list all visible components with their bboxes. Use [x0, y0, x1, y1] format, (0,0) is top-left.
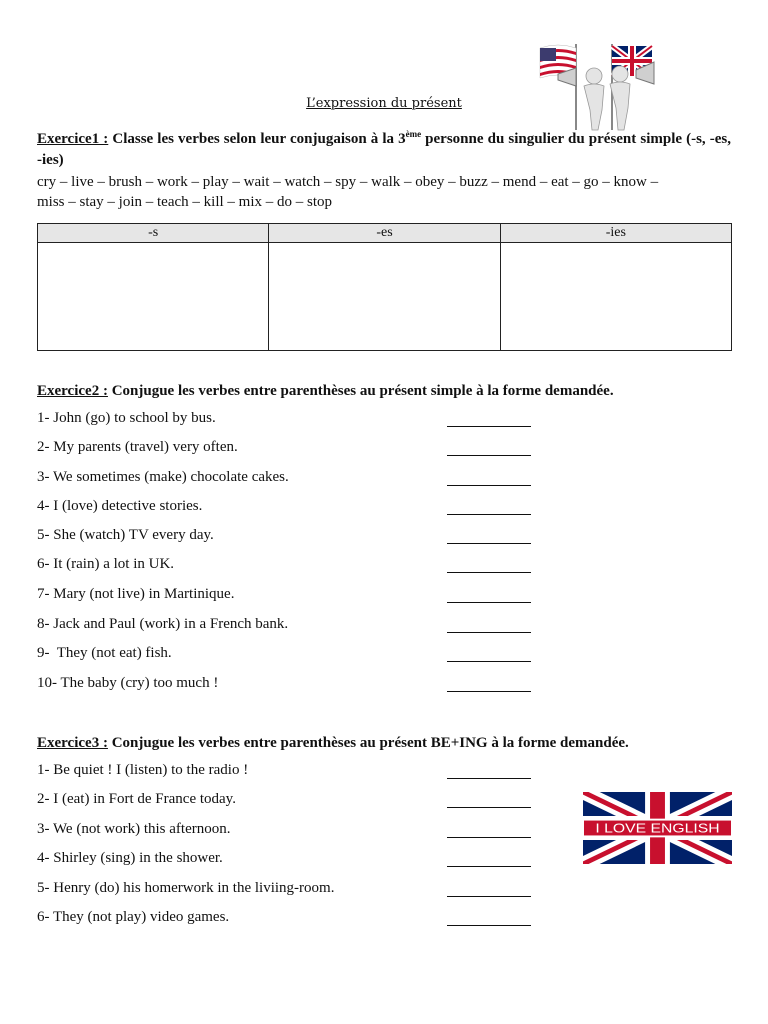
- answer-blank[interactable]: [447, 602, 531, 603]
- answer-blank[interactable]: [447, 896, 531, 897]
- exercise2-question: 3- We sometimes (make) chocolate cakes.: [37, 469, 289, 485]
- page-title: L’expression du présent: [306, 96, 462, 111]
- answer-blank[interactable]: [447, 632, 531, 633]
- exercise3-question: 4- Shirley (sing) in the shower.: [37, 850, 223, 866]
- answer-blank[interactable]: [447, 543, 531, 544]
- verb-list-line2: miss – stay – join – teach – kill – mix – do – stop: [37, 194, 332, 210]
- exercise1-label: Exercice1 :: [37, 131, 109, 147]
- exercise3-question: 2- I (eat) in Fort de France today.: [37, 791, 236, 807]
- exercise1-superscript: ème: [405, 129, 422, 139]
- exercise2-label: Exercice2 :: [37, 383, 108, 399]
- exercise2-question: 10- The baby (cry) too much !: [37, 675, 219, 691]
- exercise2-instruction: Conjugue les verbes entre parenthèses au présent simple à la forme demandée.: [107, 383, 614, 399]
- answer-cell-es[interactable]: [269, 243, 500, 351]
- exercise2-question: 9- They (not eat) fish.: [37, 645, 172, 661]
- us-flag-icon: [540, 44, 576, 130]
- exercise1-instruction: Classe les verbes selon leur conjugaison à la 3ème personne du singulier du présent simple (-s, -es, -ies): [37, 129, 732, 168]
- sorting-table: [37, 223, 732, 351]
- answer-blank[interactable]: [447, 925, 531, 926]
- exercise2-question: 6- It (rain) a lot in UK.: [37, 556, 175, 572]
- exercise3-instruction: Conjugue les verbes entre parenthèses au présent BE+ING à la forme demandée.: [107, 735, 629, 751]
- column-header-ies: -ies: [500, 224, 731, 243]
- answer-blank[interactable]: [447, 661, 531, 662]
- exercise1-heading: [37, 124, 731, 171]
- answer-blank[interactable]: [447, 837, 531, 838]
- exercise2-question: 7- Mary (not live) in Martinique.: [37, 586, 235, 602]
- verb-list-line1: cry – live – brush – work – play – wait – watch – spy – walk – obey – buzz – mend – eat – go – know –: [37, 174, 659, 190]
- flags-megaphone-illustration: [536, 40, 676, 132]
- exercise3-question: 6- They (not play) video games.: [37, 909, 230, 925]
- answer-blank[interactable]: [447, 866, 531, 867]
- answer-cell-ies[interactable]: [500, 243, 731, 351]
- exercise2-question: 5- She (watch) TV every day.: [37, 527, 214, 543]
- answer-blank[interactable]: [447, 485, 531, 486]
- answer-cell-s[interactable]: [38, 243, 269, 351]
- verb-list: [37, 172, 737, 212]
- exercise2-question: 8- Jack and Paul (work) in a French bank.: [37, 616, 289, 632]
- exercise2-question: 1- John (go) to school by bus.: [37, 410, 216, 426]
- exercise3-label: Exercice3 :: [37, 735, 108, 751]
- answer-blank[interactable]: [447, 514, 531, 515]
- answer-blank[interactable]: [447, 778, 531, 779]
- exercise2-question: 4- I (love) detective stories.: [37, 498, 203, 514]
- column-header-es: -es: [269, 224, 500, 243]
- answer-blank[interactable]: [447, 426, 531, 427]
- column-header-s: -s: [38, 224, 269, 243]
- exercise3-heading: [37, 733, 731, 754]
- union-jack-icon: [583, 792, 732, 864]
- exercise3-question: 5- Henry (do) his homerwork in the liviing-room.: [37, 880, 335, 896]
- exercise2-question: 2- My parents (travel) very often.: [37, 439, 238, 455]
- exercise2-heading: [37, 381, 731, 402]
- answer-blank[interactable]: [447, 572, 531, 573]
- banner-text: I LOVE ENGLISH: [595, 821, 720, 836]
- answer-blank[interactable]: [447, 807, 531, 808]
- answer-blank[interactable]: [447, 455, 531, 456]
- exercise3-question: 1- Be quiet ! I (listen) to the radio !: [37, 762, 249, 778]
- exercise3-question: 3- We (not work) this afternoon.: [37, 821, 231, 837]
- answer-blank[interactable]: [447, 691, 531, 692]
